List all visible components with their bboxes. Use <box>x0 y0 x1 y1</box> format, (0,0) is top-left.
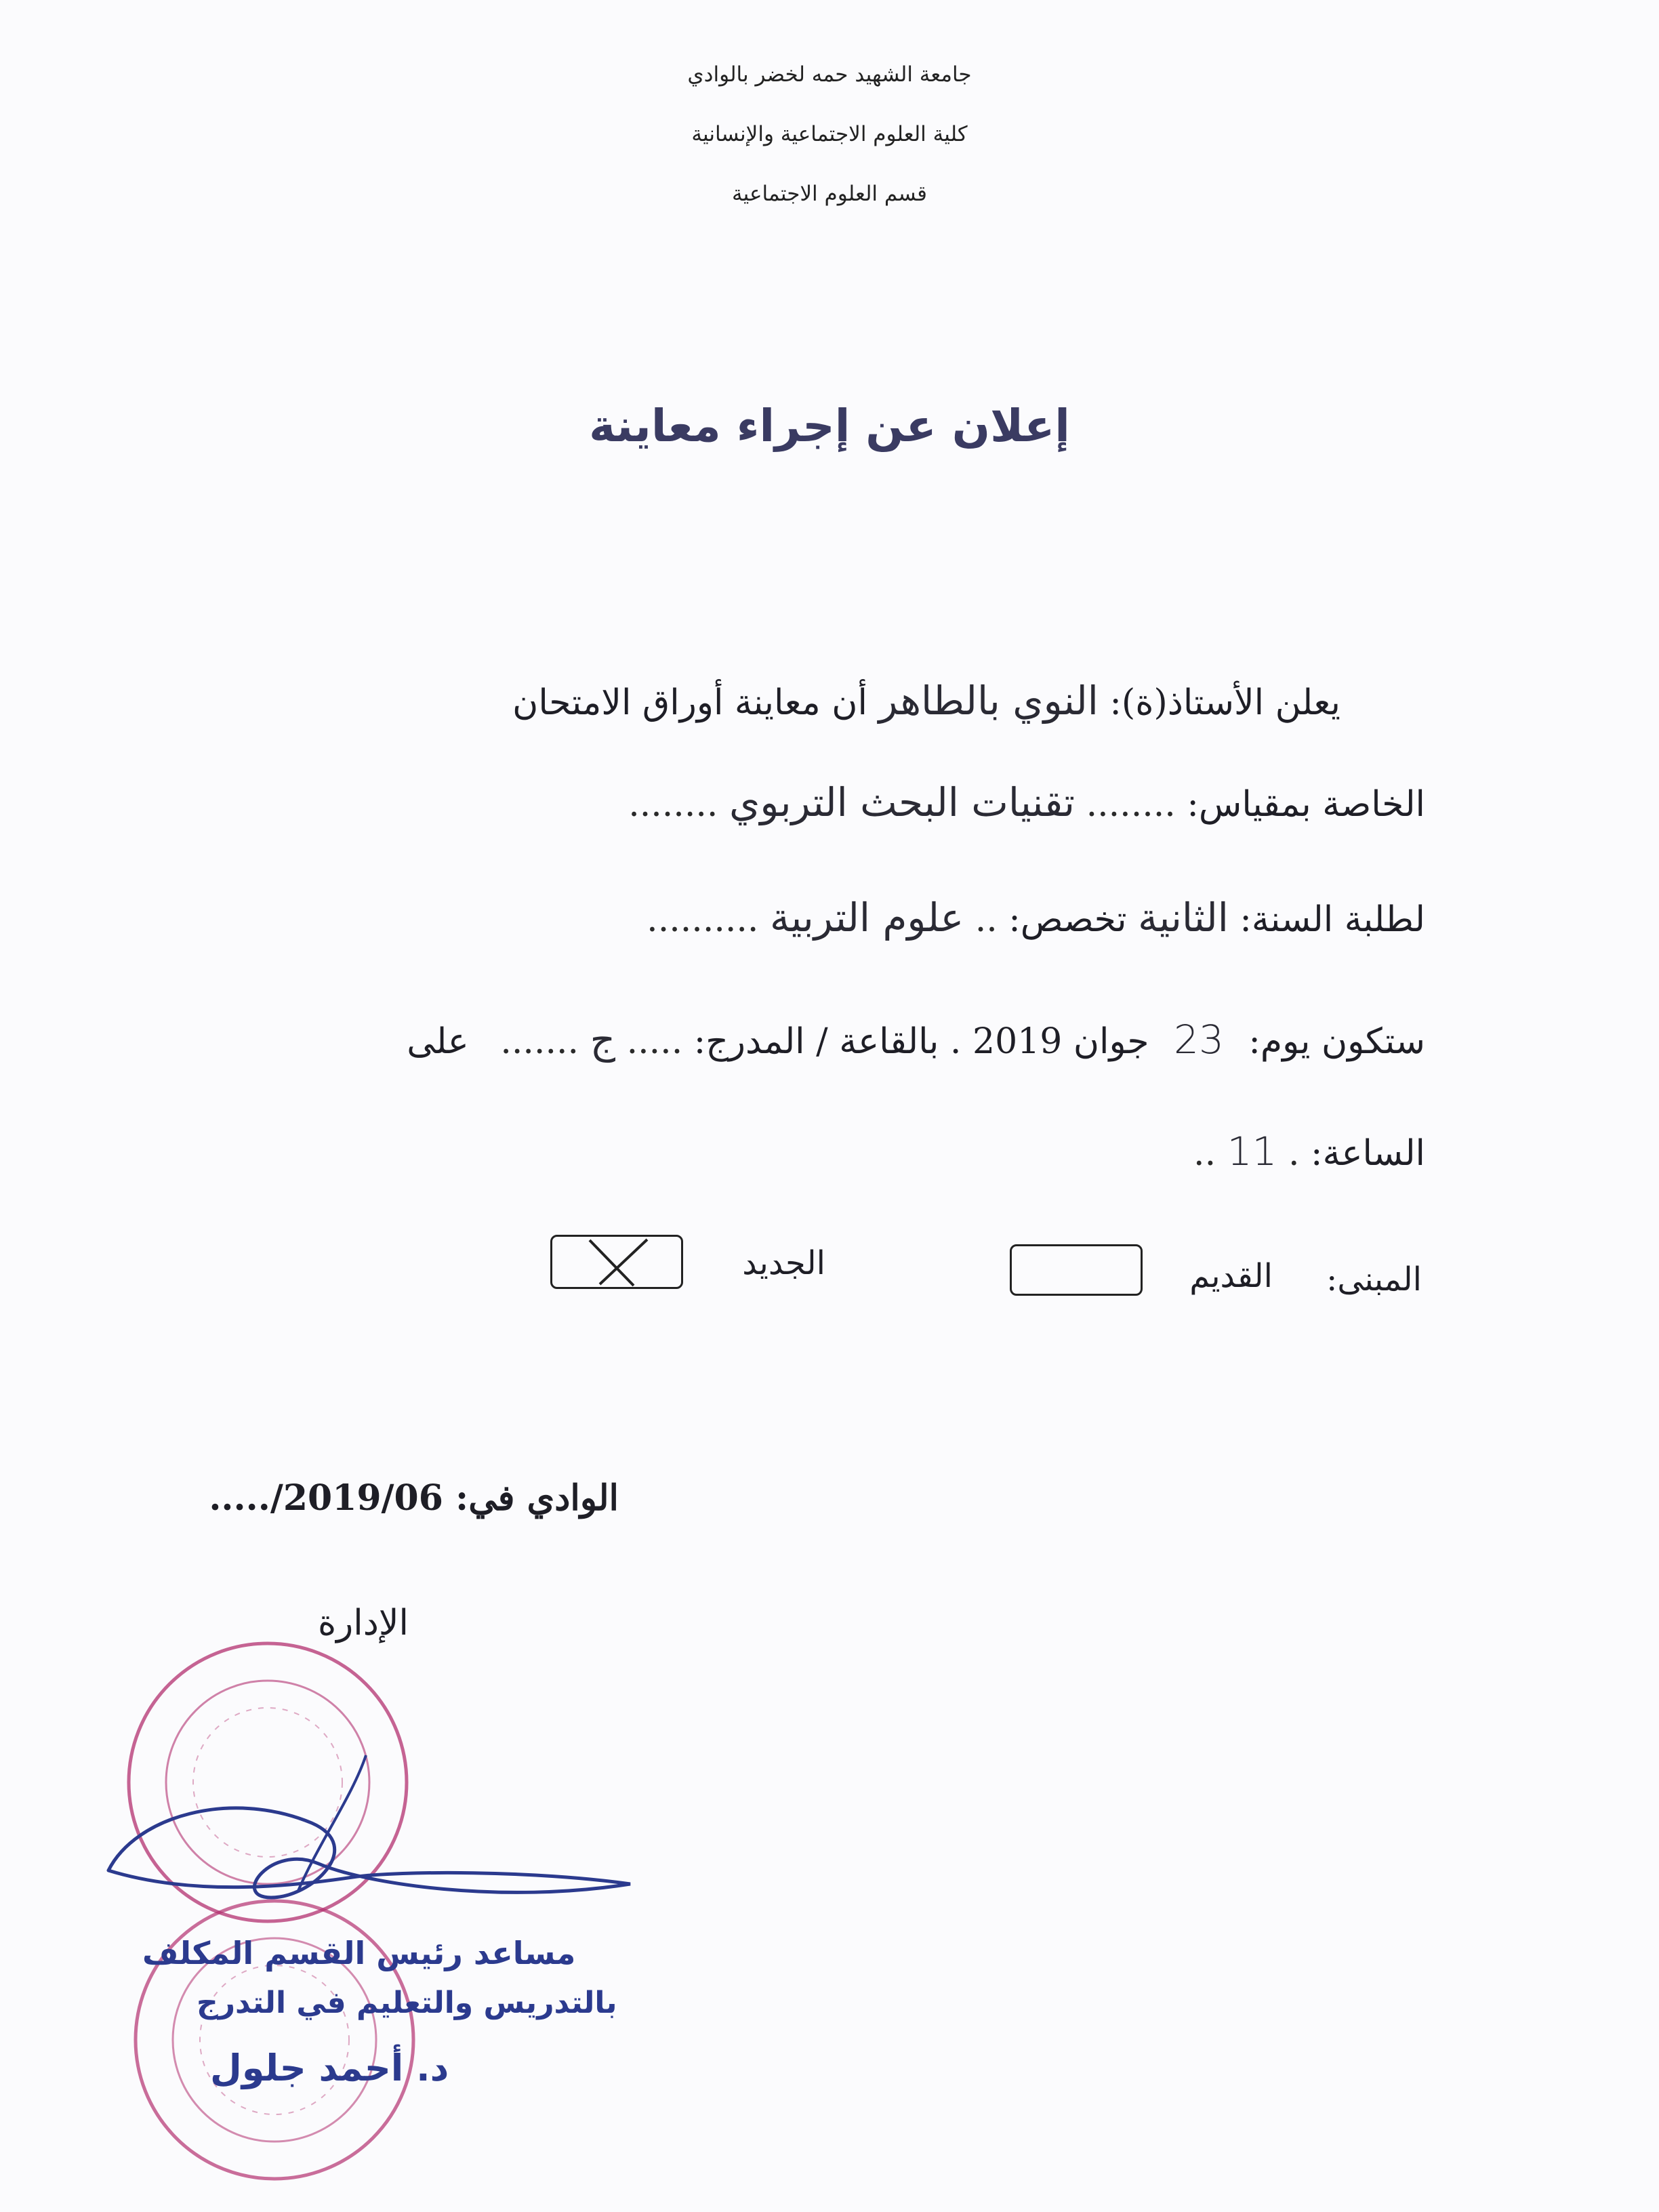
signature-title-line-2: بالتدريس والتعليم في التدرج <box>197 1986 617 2020</box>
body-line-5: الساعة: . 11 .. <box>1193 1128 1425 1174</box>
body-line-3: لطلبة السنة: الثانية تخصص: .. علوم التربية .......... <box>647 895 1425 941</box>
department-name: قسم العلوم الاجتماعية <box>732 182 927 206</box>
specialty-value: علوم التربية <box>770 895 964 941</box>
line4-suffix: على <box>407 1021 469 1062</box>
building-old-checkbox[interactable] <box>1010 1244 1143 1296</box>
body-line-2: الخاصة بمقياس: ........ تقنيات البحث التربوي ........ <box>628 779 1425 825</box>
date-value: 2019/06/..... <box>209 1477 443 1519</box>
hour-label: الساعة: <box>1311 1133 1425 1174</box>
building-label: المبنى: <box>1326 1261 1422 1298</box>
room-value: ج <box>590 1017 616 1063</box>
place-label: الوادي في: <box>455 1477 619 1519</box>
specialty-label: تخصص: <box>1008 899 1127 940</box>
faculty-name: كلية العلوم الاجتماعية والإنسانية <box>691 122 968 146</box>
university-name: جامعة الشهيد حمه لخضر بالوادي <box>687 62 972 87</box>
place-date-line <box>209 1477 619 1519</box>
building-old-label: القديم <box>1189 1257 1273 1295</box>
signatory-name: د. أحمد جلول <box>210 2047 449 2089</box>
administration-label: الإدارة <box>317 1603 409 1643</box>
body-line-4: ستكون يوم: 23 جوان 2019 . بالقاعة / المدرج: ..... ج ....... على <box>407 1017 1425 1063</box>
handwritten-signature <box>95 1735 637 1952</box>
signature-title-line-1: مساعد رئيس القسم المكلف <box>142 1935 576 1971</box>
year-value: الثانية <box>1138 895 1229 941</box>
hour-value: 11 <box>1227 1128 1277 1174</box>
line4-prefix: ستكون يوم: <box>1248 1021 1425 1062</box>
building-new-checkbox[interactable] <box>550 1235 683 1289</box>
module-name: تقنيات البحث التربوي <box>729 779 1076 825</box>
line1-suffix: أن معاينة أوراق الامتحان <box>512 682 867 723</box>
line2-prefix: الخاصة بمقياس: <box>1187 784 1425 825</box>
building-new-label: الجديد <box>742 1244 825 1282</box>
checkbox-cross-mark <box>552 1237 681 1287</box>
professor-name: النوي بالطاهر <box>878 678 1099 724</box>
line3-prefix: لطلبة السنة: <box>1240 899 1425 940</box>
day-value: 23 <box>1174 1017 1224 1063</box>
month-year-room: جوان 2019 . بالقاعة / المدرج: <box>693 1021 1149 1062</box>
line1-prefix: يعلن الأستاذ(ة): <box>1109 682 1340 723</box>
page-title: إعلان عن إجراء معاينة <box>589 400 1070 452</box>
body-line-1 <box>512 678 1340 724</box>
